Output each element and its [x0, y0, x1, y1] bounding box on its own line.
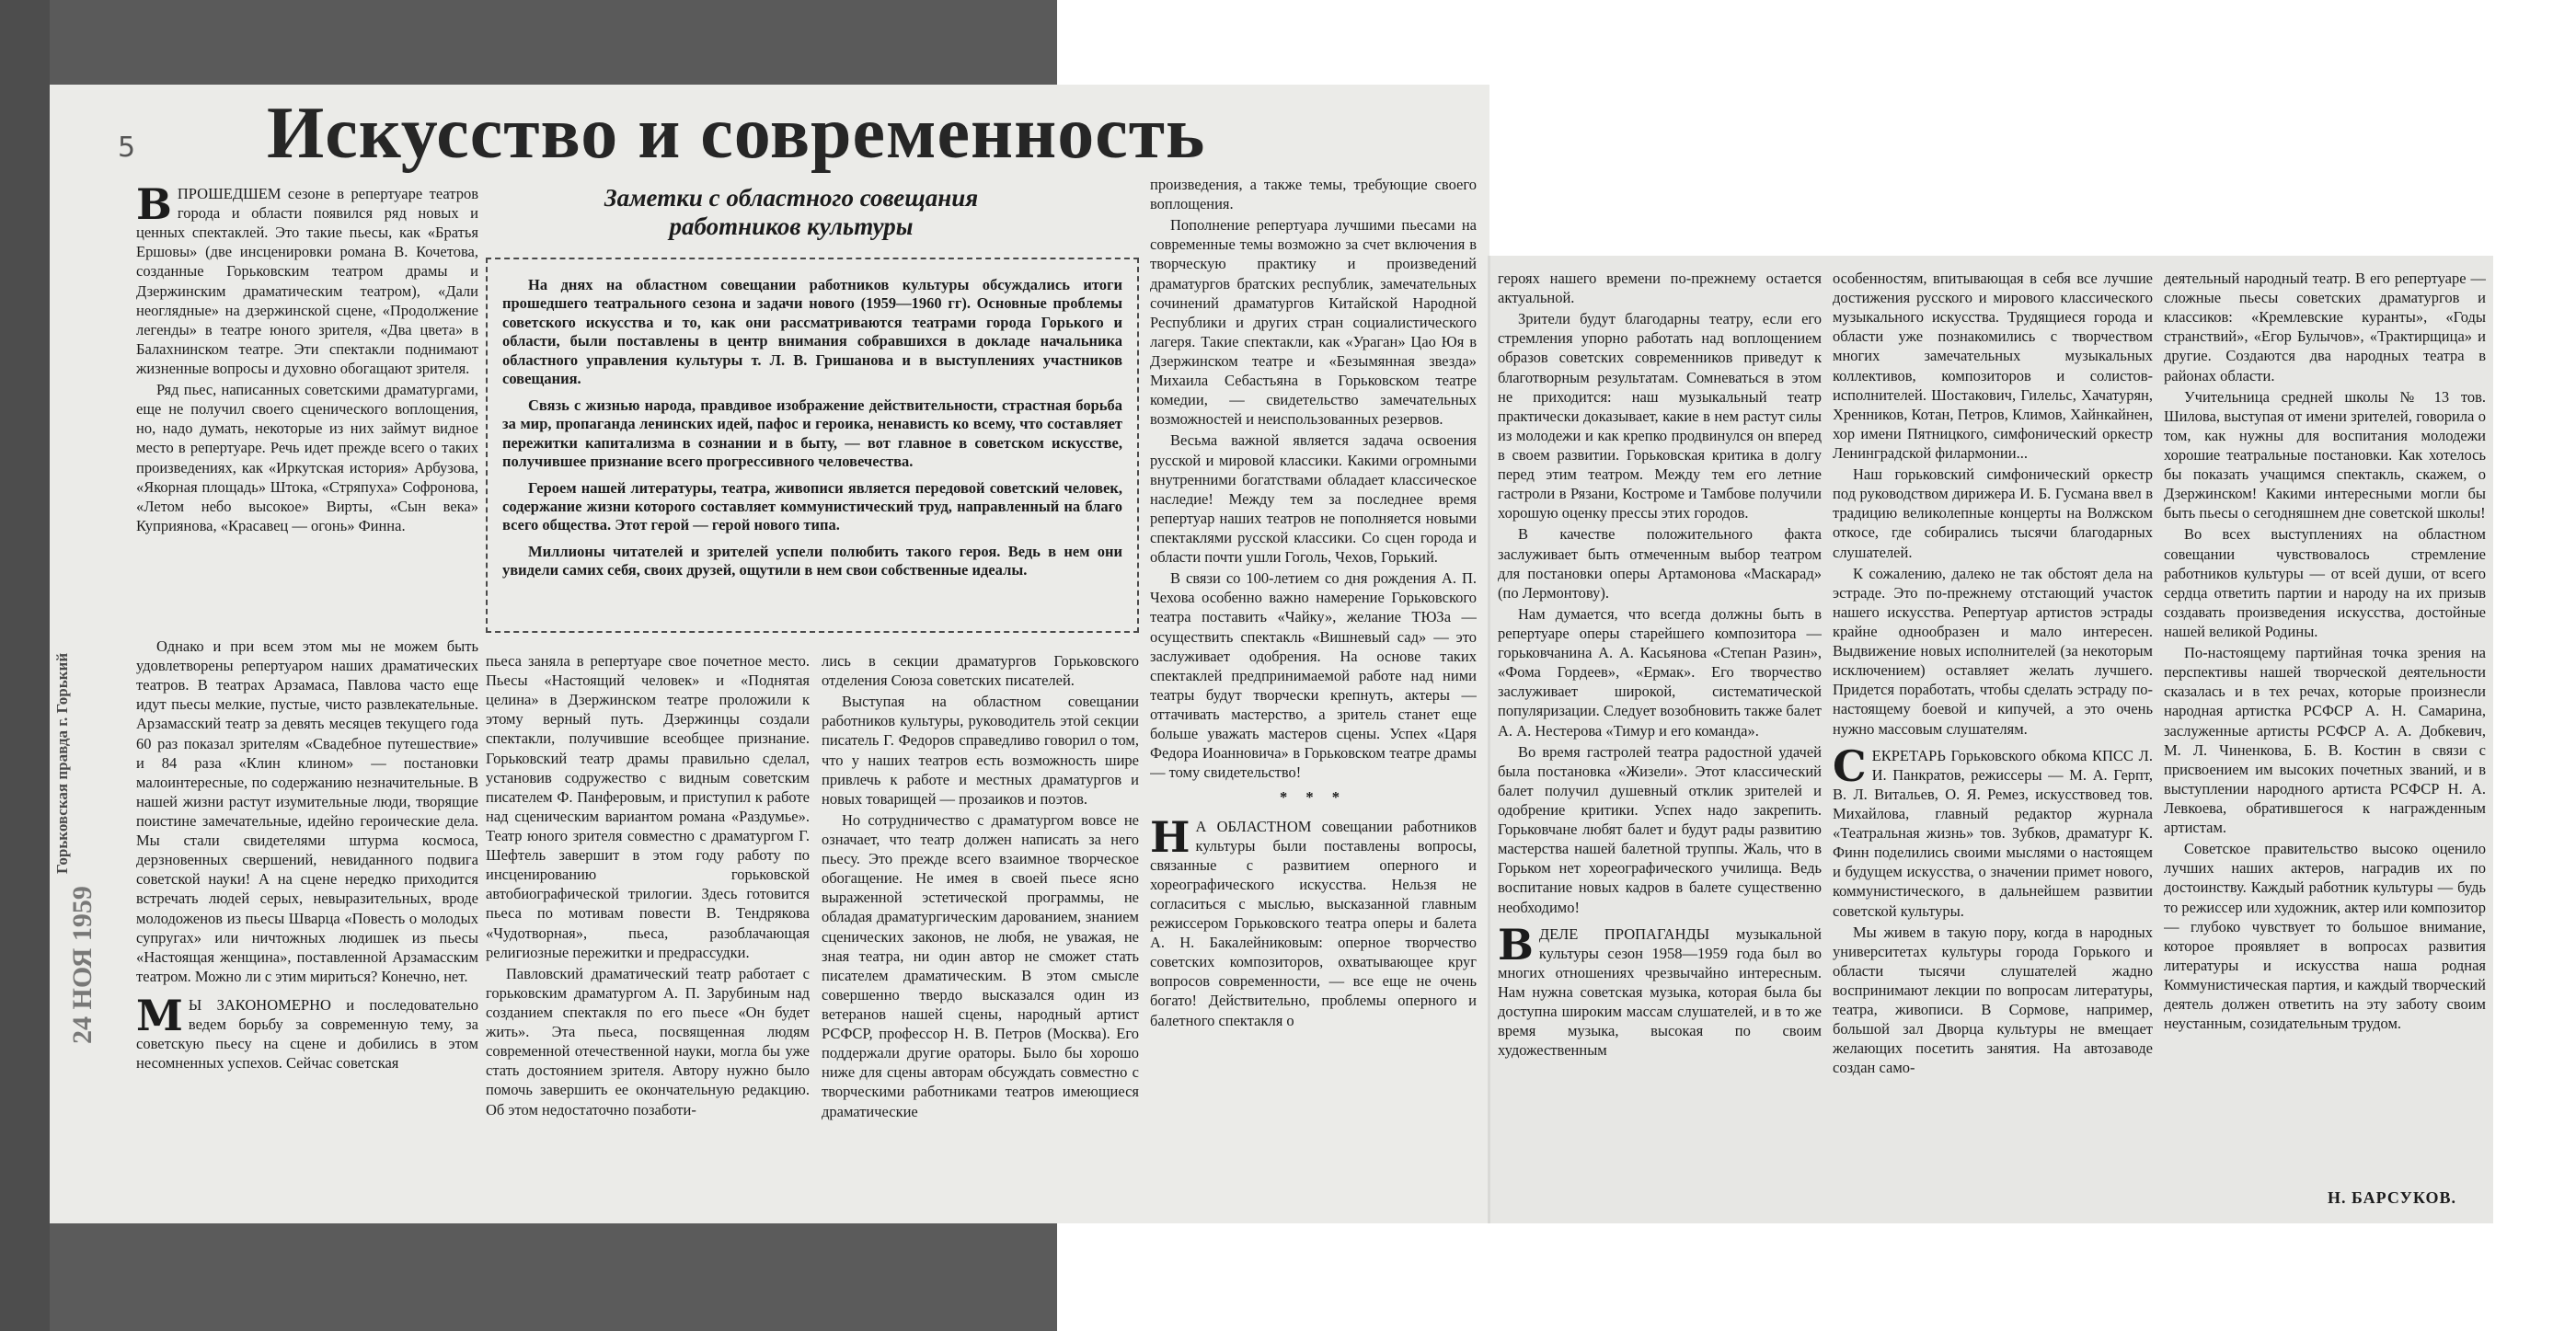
column-6 — [1833, 269, 2153, 1212]
lead-paragraph: Миллионы читателей и зрителей успели полюбить такого героя. Ведь в нем они увидели самих себя, своих друзей, ощутили в нем свои собственные идеалы. — [502, 542, 1122, 579]
body-paragraph: произведения, а также темы, требующие своего воплощения. — [1150, 176, 1477, 213]
body-paragraph: Во всех выступлениях на областном совещании чувствовалось стремление работников культуры — от всей души, от всего сердца ответить партии и народу на их призыв создавать произведения искусства, достойные нашей великой Родины. — [2164, 525, 2486, 640]
body-paragraph: ВПРОШЕДШЕМ сезоне в репертуаре театров города и области появился ряд новых и ценных спектаклей. Это такие пьесы, как «Братья Ершовы» (две инсценировки романа В. Кочетова, созданные Горьковским театром драмы и Дзержинским драматическим театром), «Дали неоглядные» на дзержинской сцене, «Продолжение легенды» в театре юного зрителя, «Два цвета» в Балахнинском театре. Эти спектакли поднимают жизненные вопросы и духовно обогащают зрителя. — [136, 184, 478, 377]
body-paragraph: Однако и при всем этом мы не можем быть удовлетворены репертуаром наших драматических театров. В театрах Арзамаса, Павлова часто еще идут пьесы мелкие, пустые, чисто развлекательные. Арзамасский театр за девять месяцев текущего года 60 раз показал зрителям «Свадебное путешествие» и 84 раза «Клин клином» — постановки малоинтересные, по содержанию незначительные. В нашей жизни растут изумительные люди, творящие поистине замечательные, идейно героические дела. Мы стали свидетелями штурма космоса, дерзновенных свершений, невиданного подвига советской науки! А на сцене нередко приходится встречать людей серых, невыразительных, вроде молодоженов из пьесы Шварца «Повесть о молодых супругах» или ничтожных людишек из пьесы «Настоящая женщина», поставленной Арзамасским театром. Можно ли с этим мириться? Конечно, нет. — [136, 637, 478, 985]
body-paragraph: В связи со 100-летием со дня рождения А. П. Чехова особенно важно намерение Горьковского театра поставить «Чайку», желание ТЮЗа — осуществить спектакль «Вишневый сад» — это заслуживает одобрения. На основе таких спектаклей предпринимаемой работе над ними театры будут творчески крепнуть, актеры — оттачивать мастерство, а зритель станет еще больше уважать мастеров сцены. Успех «Царя Федора Иоанновича» в Горьковском театре драмы — тому свидетельство! — [1150, 569, 1477, 782]
body-paragraph: Пополнение репертуара лучшими пьесами на современные темы возможно за счет включения в творческую практику и произведений драматургов братских республик, замечательных сочинений драматургов Китайской Народной Республики и других стран социалистического лагеря. Такие спектакли, как «Ураган» Цао Юя в Дзержинском театре и «Безымянная звезда» Михаила Себастьяна в Горьковском театре комедии, — свидетельство замечательных возможностей и неиспользованных резервов. — [1150, 216, 1477, 429]
article-title: Искусство и современность — [267, 93, 1206, 174]
body-paragraph: Н А ОБЛАСТНОМ совещании работников культуры были поставлены вопросы, связанные с развитием оперного и хореографического искусства. Нельзя не согласиться с мыслью, высказанной главным режиссером Горьковского театра оперы и балета А. Н. Бакалейниковым: оперное творчество советских композиторов, охватывающее круг вопросов современности, — все еще не очень богато! Действительно, проблемы оперного и балетного спектакля о — [1150, 811, 1477, 1029]
date-stamp: 24 НОЯ 1959 — [67, 886, 98, 1044]
body-paragraph: деятельный народный театр. В его репертуаре — сложные пьесы советских драматургов и классиков: «Кремлевские куранты», «Годы странствий», «Егор Булычов», «Трактирщица» и другие. Создаются два народных театра в районах области. — [2164, 270, 2486, 384]
scanner-background-top — [50, 0, 1057, 85]
scanner-background-bottom — [50, 1223, 1057, 1331]
body-paragraph: героях нашего времени по-прежнему остается актуальной. — [1498, 270, 1822, 307]
lead-box — [486, 258, 1139, 633]
body-paragraph: СЕКРЕТАРЬ Горьковского обкома КПСС Л. И. Панкратов, режиссеры — М. А. Герпт, В. Л. Витальев, О. Я. Ремез, искусствовед тов. Михайлова, главный редактор журнала «Театральная жизнь» тов. Зубков, драматург К. Финн поделились своими мыслями о настоящем и будущем искусства, о значении примет нового, коммунистического, в дальнейшем развитии советской культуры. — [1833, 740, 2153, 920]
body-paragraph: Нам думается, что всегда должны быть в репертуаре оперы старейшего композитора — горьковчанина А. А. Касьянова «Степан Разин», «Фома Гордеев», «Ермак». Его творчество заслуживает широкой, систематической популяризации. Следует возобновить также балет А. А. Нестерова «Тимур и его команда». — [1498, 604, 1822, 740]
body-paragraph: Во время гастролей театра радостной удачей была постановка «Жизели». Этот классический балет получил душевный отклик зрителей и одобрение критики. Успех надо закрепить. Горьковчане любят балет и будут рады развитию мастерства нашей балетной труппы. Жаль, что в Горьком нет хореографического училища. Ведь воспитание новых кадров в балете существенно необходимо! — [1498, 742, 1822, 916]
column-7 — [2164, 269, 2486, 1179]
newspaper-source-label: Горьковская правда г. Горький — [53, 652, 71, 874]
body-paragraph: Зрители будут благодарны театру, если его стремления упорно работать над воплощением образов советских современников приведут к благотворным результатам. Сомневаться в этом не приходится: наш музыкальный театр практически доказывает, какие в нем растут силы из молодежи и как крепко продвинулся он вперед в своем развитии. Горьковская критика в долгу перед этим театром. Между тем его летние гастроли в Рязани, Костроме и Тамбове получили хорошую оценку прессы этих городов. — [1498, 310, 1822, 522]
column-2 — [486, 651, 810, 1212]
author-signature: Н. БАРСУКОВ. — [2328, 1188, 2456, 1207]
body-paragraph: особенностям, впитывающая в себя все лучшие достижения русского и мирового классического музыкального искусства. Трудящиеся города и области уже познакомились с творчеством многих замечательных музыкальных коллективов, композиторов и солистов-исполнителей. Шостакович, Гилельс, Хачатурян, Хренников, Котан, Петров, Климов, Хайнкайнен, хор имени Пятницкого, симфонический оркестр Ленинградской филармонии... — [1833, 270, 2153, 462]
body-paragraph: Наш горьковский симфонический оркестр под руководством дирижера И. Б. Гусмана ввел в традицию великолепные концерты на Волжском откосе, где собирались тысячи благодарных слушателей. — [1833, 465, 2153, 561]
drop-cap: С — [1833, 740, 1867, 791]
body-paragraph: В качестве положительного факта заслуживает быть отмеченным выбор театром для постановки оперы Артамонова «Маскарад» (по Лермонтову). — [1498, 525, 1822, 602]
drop-cap: Н — [1150, 811, 1190, 862]
column-1-top — [136, 184, 478, 635]
column-5 — [1498, 269, 1822, 1212]
clipping-seam — [1488, 256, 1490, 1223]
body-paragraph: Мы живем в такую пору, когда в народных университетах культуры города Горького и области тысячи слушателей жадно воспринимают лекции по вопросам литературы, театра, живописи. В Сормове, например, большой зал Дворца культуры не вмещает желающих посетить занятия. На автозаводе создан само- — [1833, 923, 2153, 1077]
lead-paragraph: Героем нашей литературы, театра, живописи является передовой советский человек, содержание жизни которого составляет коммунистический труд, направленный на благо всего общества. Этот герой — герой нового типа. — [502, 478, 1122, 534]
article-subtitle: Заметки с областного совещания работников культуры — [604, 184, 979, 241]
body-paragraph: Выступая на областном совещании работников культуры, руководитель этой секции писатель Г. Федоров справедливо говорил о том, что у наших театров есть возможность шире привлечь к работе и местных драматургов и новых товарищей — прозаиков и поэтов. — [822, 693, 1139, 808]
body-paragraph: пьеса заняла в репертуаре свое почетное место. Пьесы «Настоящий человек» и «Поднятая целина» в Дзержинском театре проложили к этому верный путь. Дзержинцы создали спектакли, получившие всеобщее признание. Горьковский театр драмы правильно сделал, установив содружество с видным советским писателем Ф. Панферовым, и приступил к работе над сценическим вариантом романа «Раздумье». Театр юного зрителя совместно с драматургом Г. Шефтель завершит в этом году работу по инсценированию горьковской автобиографической трилогии. Здесь готовится пьеса по мотивам повести В. Тендрякова «Чудотворная», пьеса, разоблачающая религиозные пережитки и предрассудки. — [486, 652, 810, 961]
body-paragraph: По-настоящему партийная точка зрения на перспективы нашей творческой деятельности сказалась и в тех речах, которые произнесли народная артистка РСФСР А. Н. Самарина, заслуженные артисты РСФСР А. А. Добкевич, М. Л. Чиненкова, Б. В. Костин в связи с присвоением им высоких почетных званий, и в выступлении народного артиста РСФСР Н. А. Левкоева, обратившегося к награжденным артистам. — [2164, 644, 2486, 837]
body-paragraph: Ряд пьес, написанных советскими драматургами, еще не получил своего сценического воплощения, но, надо думать, некоторые из них займут видное место в репертуаре. Речь идет прежде всего о таких произведениях, как «Иркутская история» Арбузова, «Якорная площадь» Штока, «Стряпуха» Софронова, «Летом небо высокое» Вирты, «Сын века» Куприянова, «Красавец — огонь» Финна. — [136, 381, 478, 534]
column-1-bottom — [136, 637, 478, 1212]
scanner-background-left — [0, 0, 50, 1331]
section-divider-stars: * * * — [1280, 788, 1347, 807]
body-paragraph: М Ы ЗАКОНОМЕРНО и последовательно ведем борьбу за современную тему, за советскую пьесу на сцене и добились в этом несомненных успехов. Сейчас советская — [136, 990, 478, 1073]
drop-cap: В — [136, 184, 172, 229]
body-paragraph: Весьма важной является задача освоения русской и мировой классики. Какими огромными внутренними богатствами обладает классическое наследие! Между тем за последнее время репертуар наших театров не пополняется новыми спектаклями русской классики. Со сцен города и области почти ушли Гоголь, Чехов, Горький. — [1150, 431, 1477, 567]
drop-cap: В — [1498, 919, 1534, 970]
column-3 — [822, 651, 1139, 1212]
column-4 — [1150, 175, 1477, 1212]
body-paragraph: Советское правительство высоко оценило лучших наших актеров, наградив их по достоинству. Каждый работник культуры — будь то режиссер или художник, актер или композитор — глубоко чувствует то большое внимание, которое проявляет в вопросах развития литературы и искусства наша родная Коммунистическая партия, и каждый творческий деятель должен ответить на эту заботу своим неустанным, созидательным трудом. — [2164, 840, 2486, 1033]
lead-paragraph: На днях на областном совещании работников культуры обсуждались итоги прошедшего театрального сезона и задачи нового (1959—1960 гг). Основные проблемы советского искусства и то, как они рассматриваются театрами города Горького и области, были поставлены в центр внимания собравшихся в докладе начальника областного управления культуры т. Л. В. Гришанова и в выступлениях участников совещания. — [502, 276, 1122, 388]
lead-paragraph: Связь с жизнью народа, правдивое изображение действительности, страстная борьба за мир, пропаганда ленинских идей, пафос и героика, ненависть ко всему, что составляет пережитки капитализма в сознании и в быту, — вот главное в советском искусстве, получившее признание всего прогрессивного человечества. — [502, 396, 1122, 471]
body-paragraph: лись в секции драматургов Горьковского отделения Союза советских писателей. — [822, 652, 1139, 690]
body-paragraph: Учительница средней школы № 13 тов. Шилова, выступая от имени зрителей, говорила о том, как нужны для воспитания молодежи хорошие театральные постановки. Как хотелось бы показать учащимся спектакль, скажем, о Дзержинском! Какими интересными могли бы быть пьесы о сегодняшнем дне советской школы! — [2164, 387, 2486, 522]
body-paragraph: Но сотрудничество с драматургом вовсе не означает, что театр должен написать за него пьесу. Это прежде всего взаимное творческое обогащение. Не имея в своей пьесе ясно выраженной эстетической программы, не обладая драматургическим дарованием, знанием сценических законов, не любя, не уважая, не зная театра, ни один автор не сможет стать писателем драматическим. В этом смысле совершенно твердо высказался один из ветеранов нашей сцены, народный артист РСФСР, профессор Н. В. Петров (Москва). Его поддержали другие ораторы. Было бы хорошо ниже для сцены авторам обсуждать совместно с творческими работниками театров имеющиеся драматические — [822, 810, 1139, 1120]
handwritten-page-mark: 5 — [118, 132, 136, 164]
body-paragraph: ВДЕЛЕ ПРОПАГАНДЫ музыкальной культуры сезон 1958—1959 года был во многих отношениях чрезвычайно интересным. Нам нужна советская музыка, которая была бы доступна широким массам слушателей, и в то же время музыка, высокая по своим художественным — [1498, 919, 1822, 1060]
body-paragraph: Павловский драматический театр работает с горьковским драматургом А. П. Зарубиным над созданием спектакля по его пьесе «Он будет жить». Эта пьеса, посвященная людям современной отечественной науки, могла бы уже стать достоянием зрителя. Автору нужно было помочь завершить ее окончательную редакцию. Об этом недостаточно позаботи- — [486, 964, 810, 1119]
body-paragraph: К сожалению, далеко не так обстоят дела на эстраде. Это по-прежнему отстающий участок нашего искусства. Репертуар артистов эстрады крайне однообразен и мало интересен. Выдвижение новых исполнителей (за некоторым исключением) оставляет желать лучшего. Придется поработать, чтобы сделать эстраду по-настоящему боевой и кипучей, а это очень нужно массовым слушателям. — [1833, 564, 2153, 738]
drop-cap: М — [136, 990, 183, 1040]
